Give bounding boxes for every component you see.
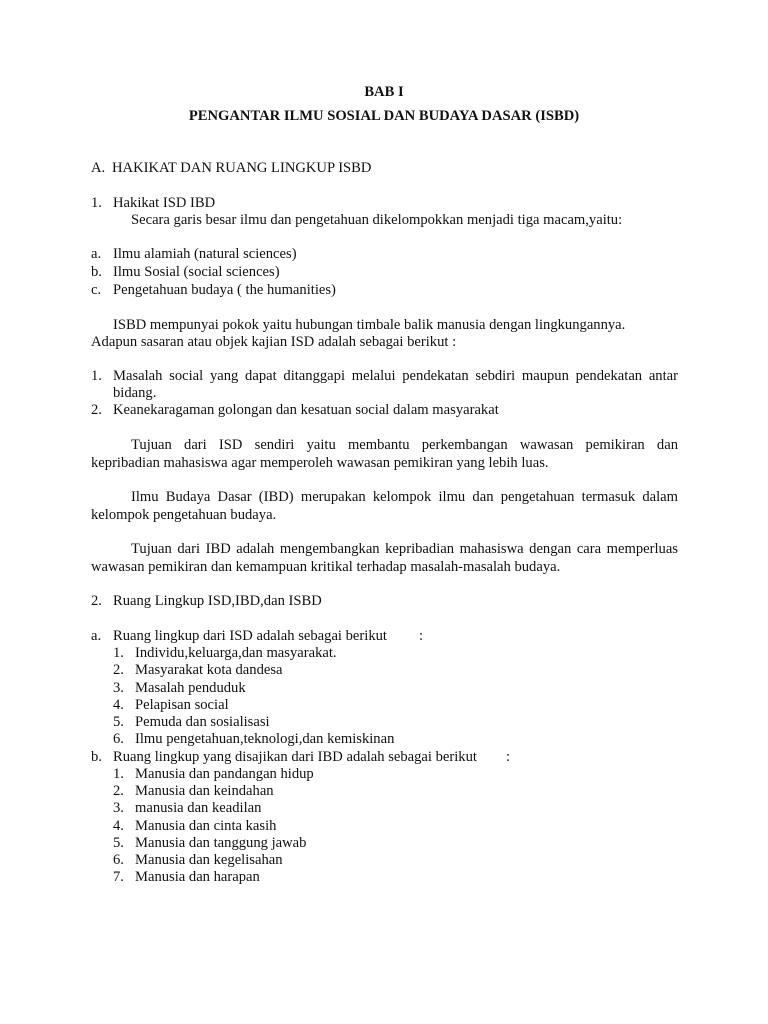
sub-a-colon: : xyxy=(419,628,424,644)
sub-b-marker: b. xyxy=(91,749,102,765)
isbd-paragraph-line1: ISBD mempunyai pokok yaitu hubungan timbale balik manusia dengan lingkungannya. xyxy=(113,317,626,333)
sub-b-label: Ruang lingkup yang disajikan dari IBD adalah sebagai berikut xyxy=(113,749,477,765)
tujuan-isd-line2: kepribadian mahasiswa agar memperoleh wawasan pemikiran yang lebih luas. xyxy=(91,455,549,471)
list-item: Manusia dan kegelisahan xyxy=(135,852,283,868)
list-item: Manusia dan cinta kasih xyxy=(135,818,277,834)
list-item-marker: c. xyxy=(91,282,102,298)
list-number: 5. xyxy=(113,835,124,851)
object-marker: 1. xyxy=(91,368,102,384)
list-number: 6. xyxy=(113,852,124,868)
sub-a-marker: a. xyxy=(91,628,102,644)
object-marker: 2. xyxy=(91,402,102,418)
list-item-marker: a. xyxy=(91,246,102,262)
chapter-label: BAB I xyxy=(364,84,404,100)
list-item: Masyarakat kota dandesa xyxy=(135,662,283,678)
list-item: Manusia dan tanggung jawab xyxy=(135,835,307,851)
list-number: 1. xyxy=(113,645,124,661)
page-title: PENGANTAR ILMU SOSIAL DAN BUDAYA DASAR (ISBD) xyxy=(188,108,580,124)
list-item: Individu,keluarga,dan masyarakat. xyxy=(135,645,337,661)
tujuan-ibd-line1: Tujuan dari IBD adalah mengembangkan kepribadian mahasiswa dengan cara memperluas xyxy=(131,541,678,557)
part1-marker: 1. xyxy=(91,195,102,211)
sub-a-label: Ruang lingkup dari ISD adalah sebagai berikut xyxy=(113,628,387,644)
list-item-marker: b. xyxy=(91,264,102,280)
list-item: Manusia dan keindahan xyxy=(135,783,274,799)
list-item: Ilmu pengetahuan,teknologi,dan kemiskinan xyxy=(135,731,395,747)
tujuan-ibd-line2: wawasan pemikiran dan kemampuan kritikal terhadap masalah-masalah budaya. xyxy=(91,559,561,575)
list-number: 4. xyxy=(113,697,124,713)
tujuan-isd-line1: Tujuan dari ISD sendiri yaitu membantu perkembangan wawasan pemikiran dan xyxy=(131,437,678,453)
list-item: Pengetahuan budaya ( the humanities) xyxy=(113,282,336,298)
ibd-definition-line2: kelompok pengetahuan budaya. xyxy=(91,507,277,523)
list-number: 4. xyxy=(113,818,124,834)
list-number: 7. xyxy=(113,869,124,885)
object-item-line1: Keanekaragaman golongan dan kesatuan social dalam masyarakat xyxy=(113,402,499,418)
list-number: 3. xyxy=(113,800,124,816)
list-number: 2. xyxy=(113,783,124,799)
ibd-definition-line1: Ilmu Budaya Dasar (IBD) merupakan kelompok ilmu dan pengetahuan termasuk dalam xyxy=(131,489,678,505)
isbd-paragraph-line2: Adapun sasaran atau objek kajian ISD adalah sebagai berikut : xyxy=(91,334,457,350)
section-a-marker: A. xyxy=(91,160,106,176)
part2-heading: Ruang Lingkup ISD,IBD,dan ISBD xyxy=(113,593,322,609)
list-number: 5. xyxy=(113,714,124,730)
object-item-line2: bidang. xyxy=(113,385,157,401)
object-item-line1: Masalah social yang dapat ditanggapi melalui pendekatan sebdiri maupun pendekatan antar xyxy=(113,368,678,384)
list-item: Ilmu Sosial (social sciences) xyxy=(113,264,280,280)
list-item: Ilmu alamiah (natural sciences) xyxy=(113,246,297,262)
list-number: 3. xyxy=(113,680,124,696)
sub-b-colon: : xyxy=(506,749,511,765)
part1-heading: Hakikat ISD IBD xyxy=(113,195,216,211)
part1-intro: Secara garis besar ilmu dan pengetahuan dikelompokkan menjadi tiga macam,yaitu: xyxy=(131,212,623,228)
list-item: Manusia dan harapan xyxy=(135,869,260,885)
list-number: 2. xyxy=(113,662,124,678)
list-item: Masalah penduduk xyxy=(135,680,246,696)
list-item: Pelapisan social xyxy=(135,697,229,713)
list-item: Manusia dan pandangan hidup xyxy=(135,766,314,782)
section-a-heading: HAKIKAT DAN RUANG LINGKUP ISBD xyxy=(112,160,372,176)
part2-marker: 2. xyxy=(91,593,102,609)
list-item: manusia dan keadilan xyxy=(135,800,262,816)
list-number: 1. xyxy=(113,766,124,782)
list-number: 6. xyxy=(113,731,124,747)
list-item: Pemuda dan sosialisasi xyxy=(135,714,270,730)
